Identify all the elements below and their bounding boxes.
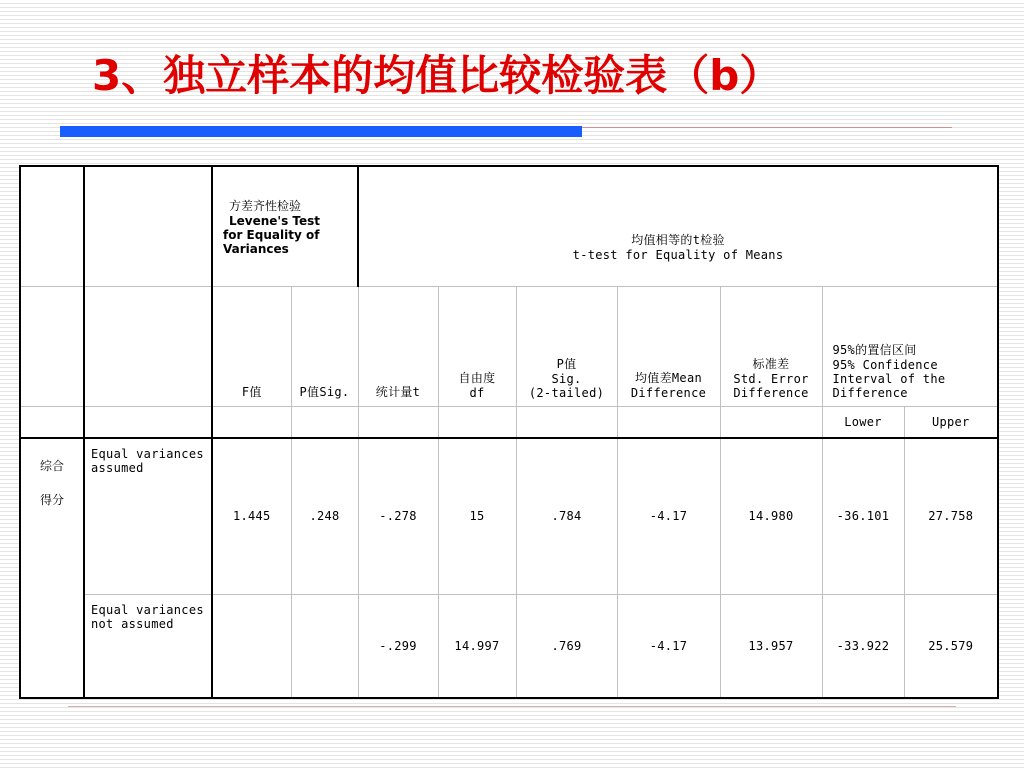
- col-header-confidence-interval: [822, 286, 998, 406]
- col-header-mean-diff: [617, 286, 720, 406]
- row-label: [84, 594, 212, 698]
- footer-rule-line: [68, 706, 956, 707]
- cell-lower: -33.922: [822, 594, 904, 698]
- header-blank-cell: [20, 286, 84, 406]
- levene-header-en2: for Equality of: [223, 227, 320, 242]
- col-header-ci-en3: Difference: [832, 385, 908, 400]
- cell-t: -.278: [358, 438, 438, 594]
- cell-p-sig: .248: [291, 438, 358, 594]
- row-label-line2: not assumed: [91, 616, 174, 631]
- slide-title: 3、独立样本的均值比较检验表（b）: [92, 51, 782, 100]
- header-blank-cell: [20, 406, 84, 438]
- header-blank-cell: [84, 166, 212, 286]
- cell-sig-2tailed: .769: [516, 594, 617, 698]
- col-header-p-en1: Sig.: [551, 371, 582, 386]
- cell-lower: -36.101: [822, 438, 904, 594]
- row-label-line1: Equal variances: [91, 447, 204, 461]
- header-blank-cell: [84, 286, 212, 406]
- header-row-columns: [20, 286, 998, 406]
- cell-f: [212, 594, 291, 698]
- header-blank-cell: [20, 166, 84, 286]
- header-blank-cell: [438, 406, 516, 438]
- cell-sig-2tailed: .784: [516, 438, 617, 594]
- cell-df: 14.997: [438, 594, 516, 698]
- header-blank-cell: [84, 406, 212, 438]
- row-label: [84, 438, 212, 594]
- col-header-df-en: df: [469, 385, 485, 400]
- header-row-bounds: [20, 406, 998, 438]
- col-header-se-en1: Std. Error: [733, 371, 809, 386]
- cell-mean-diff: -4.17: [617, 438, 720, 594]
- col-header-std-error: [720, 286, 822, 406]
- cell-f: 1.445: [212, 438, 291, 594]
- ttest-header-en: t-test for Equality of Means: [572, 247, 784, 262]
- col-header-df-cn: 自由度: [458, 370, 496, 385]
- row-group-label-text: 综合得分: [39, 459, 64, 507]
- cell-upper: 27.758: [904, 438, 998, 594]
- ttest-header: [358, 166, 998, 286]
- levene-header-cn: 方差齐性检验: [229, 198, 302, 213]
- cell-upper: 25.579: [904, 594, 998, 698]
- header-blank-cell: [516, 406, 617, 438]
- col-header-t: 统计量t: [358, 286, 438, 406]
- levene-header-en1: Levene's Test: [229, 213, 321, 228]
- header-blank-cell: [212, 406, 291, 438]
- col-header-se-cn: 标准差: [752, 356, 790, 371]
- cell-mean-diff: -4.17: [617, 594, 720, 698]
- levene-header-en3: Variances: [223, 241, 289, 256]
- cell-std-error: 13.957: [720, 594, 822, 698]
- cell-t: -.299: [358, 594, 438, 698]
- row-label-line2: assumed: [91, 461, 144, 475]
- col-header-p-cn: P值: [556, 356, 577, 371]
- table-row: [20, 438, 998, 594]
- col-header-p-2tailed: [516, 286, 617, 406]
- row-label-line1: Equal variances: [91, 602, 204, 617]
- col-header-ci-cn: 95%的置信区间: [832, 342, 917, 357]
- col-header-se-en2: Difference: [733, 385, 809, 400]
- col-header-lower: Lower: [822, 406, 904, 438]
- header-blank-cell: [358, 406, 438, 438]
- cell-p-sig: [291, 594, 358, 698]
- header-blank-cell: [617, 406, 720, 438]
- title-accent-bar: [60, 126, 582, 137]
- header-row-groups: [20, 166, 998, 286]
- table-row: [20, 594, 998, 698]
- col-header-mean-diff-2: Difference: [630, 385, 707, 400]
- col-header-df: [438, 286, 516, 406]
- independent-samples-test-table: [19, 165, 999, 699]
- col-header-f: F值: [212, 286, 291, 406]
- col-header-p-sig: P值Sig.: [291, 286, 358, 406]
- ttest-header-cn: 均值相等的t检验: [631, 232, 725, 247]
- col-header-upper: Upper: [904, 406, 998, 438]
- title-rule-line: [582, 127, 952, 128]
- cell-std-error: 14.980: [720, 438, 822, 594]
- header-blank-cell: [291, 406, 358, 438]
- col-header-ci-en2: Interval of the: [832, 371, 946, 386]
- col-header-p-en2: (2-tailed): [528, 385, 605, 400]
- row-group-label: [20, 438, 84, 698]
- levene-test-header: [212, 166, 358, 286]
- header-blank-cell: [720, 406, 822, 438]
- col-header-mean-diff-1: 均值差Mean: [635, 370, 702, 385]
- col-header-ci-en1: 95% Confidence: [832, 357, 938, 372]
- cell-df: 15: [438, 438, 516, 594]
